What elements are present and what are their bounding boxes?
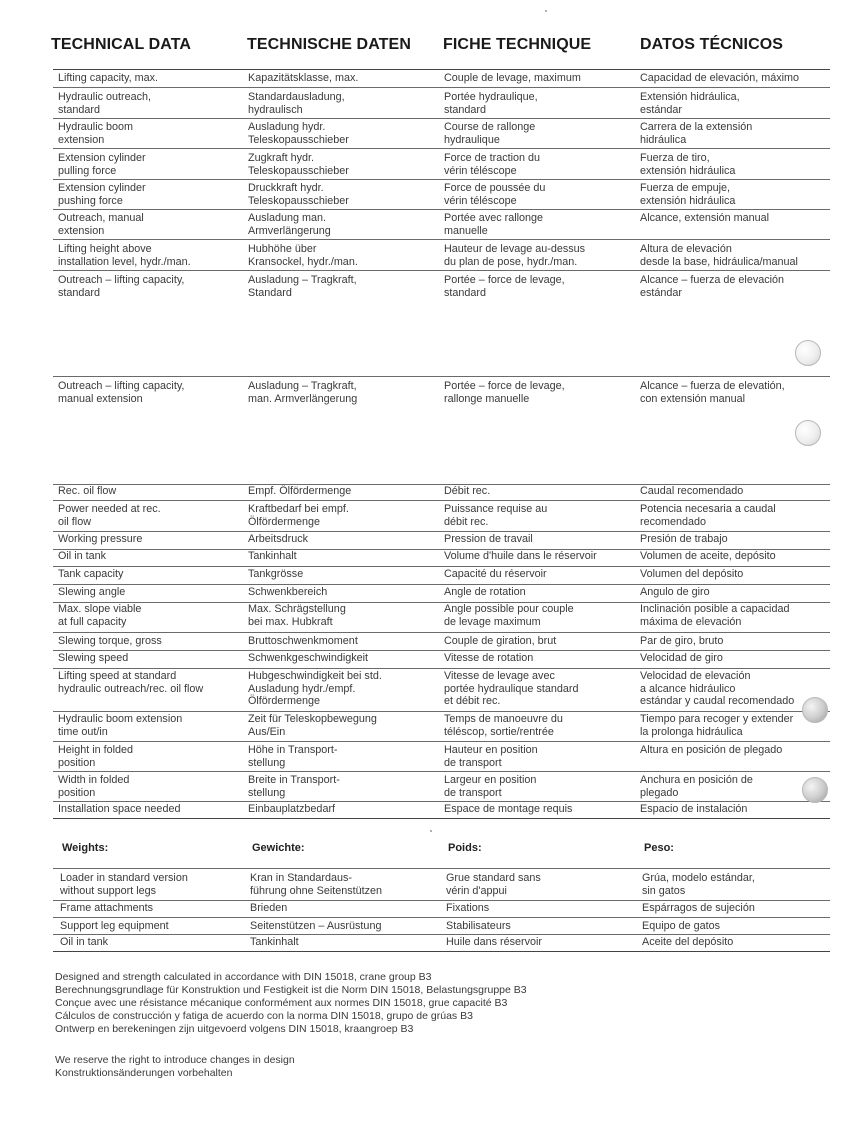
- table-cell-fr: Portée – force de levage, standard: [444, 274, 565, 299]
- weights-cell-en: Frame attachments: [60, 902, 154, 914]
- table-cell-es: Alcance – fuerza de elevación estándar: [640, 274, 785, 299]
- table-rule: [53, 239, 830, 240]
- table-cell-es: Par de giro, bruto: [640, 635, 724, 647]
- punch-hole-icon: [795, 420, 821, 446]
- table-cell-fr: Vitesse de levage avec portée hydraulique standard et débit rec.: [444, 670, 579, 707]
- table-cell-en: Lifting speed at standard hydraulic outreach/rec. oil flow: [58, 670, 204, 695]
- table-cell-es: Inclinación posible a capacidad máxima de elevación: [640, 603, 790, 628]
- table-cell-en: Installation space needed: [58, 803, 181, 815]
- footnote-de: Berechnungsgrundlage für Konstruktion und Festigkeit ist die Norm DIN 15018, Belastungsgruppe B3: [55, 984, 527, 996]
- table-cell-fr: Portée hydraulique, standard: [444, 91, 538, 116]
- table-cell-fr: Couple de giration, brut: [444, 635, 557, 647]
- punch-hole-icon: [802, 777, 828, 803]
- table-cell-fr: Temps de manoeuvre du téléscop, sortie/rentrée: [444, 713, 563, 738]
- weights-cell-fr: Huile dans réservoir: [446, 936, 543, 948]
- table-cell-fr: Vitesse de rotation: [444, 652, 534, 664]
- table-rule: [53, 584, 830, 585]
- table-cell-en: Power needed at rec. oil flow: [58, 503, 161, 528]
- table-cell-de: Kraftbedarf bei empf. Ölfördermenge: [248, 503, 349, 528]
- table-cell-es: Caudal recomendado: [640, 485, 744, 497]
- table-cell-en: Extension cylinder pulling force: [58, 152, 146, 177]
- table-cell-es: Altura de elevación desde la base, hidráulica/manual: [640, 243, 798, 268]
- table-cell-en: Slewing speed: [58, 652, 129, 664]
- table-cell-es: Velocidad de giro: [640, 652, 723, 664]
- table-cell-de: Schwenkgeschwindigkeit: [248, 652, 369, 664]
- table-rule: [53, 531, 830, 532]
- table-cell-es: Potencia necesaria a caudal recomendado: [640, 503, 776, 528]
- weights-cell-es: Espárragos de sujeción: [642, 902, 755, 914]
- table-cell-de: Einbauplatzbedarf: [248, 803, 336, 815]
- weights-cell-fr: Fixations: [446, 902, 490, 914]
- scan-speck: [430, 830, 432, 832]
- table-cell-es: Volumen del depósito: [640, 568, 744, 580]
- table-cell-de: Zeit für Teleskopbewegung Aus/Ein: [248, 713, 377, 738]
- table-rule: [53, 209, 830, 210]
- table-cell-fr: Portée – force de levage, rallonge manuelle: [444, 380, 565, 405]
- table-cell-de: Empf. Ölfördermenge: [248, 485, 352, 497]
- weights-header-en: Weights:: [62, 842, 109, 854]
- table-cell-de: Bruttoschwenkmoment: [248, 635, 358, 647]
- reserve-note-de: Konstruktionsänderungen vorbehalten: [55, 1067, 233, 1079]
- table-cell-de: Zugkraft hydr. Teleskopausschieber: [248, 152, 349, 177]
- table-cell-es: Espacio de instalación: [640, 803, 748, 815]
- table-rule: [53, 934, 830, 935]
- table-cell-fr: Espace de montage requis: [444, 803, 573, 815]
- weights-cell-es: Equipo de gatos: [642, 920, 721, 932]
- table-rule: [53, 801, 830, 802]
- table-cell-es: Angulo de giro: [640, 586, 710, 598]
- table-rule: [53, 87, 830, 88]
- table-rule: [53, 951, 830, 952]
- table-cell-es: Presión de trabajo: [640, 533, 728, 545]
- weights-cell-fr: Grue standard sans vérin d'appui: [446, 872, 541, 897]
- table-cell-fr: Hauteur de levage au-dessus du plan de pose, hydr./man.: [444, 243, 586, 268]
- table-cell-es: Alcance – fuerza de elevatión, con extensión manual: [640, 380, 785, 405]
- weights-cell-en: Support leg equipment: [60, 920, 169, 932]
- table-cell-es: Extensión hidráulica, estándar: [640, 91, 740, 116]
- weights-cell-es: Grúa, modelo estándar, sin gatos: [642, 872, 755, 897]
- header-fiche-technique: FICHE TECHNIQUE: [443, 36, 592, 53]
- table-cell-es: Anchura en posición de plegado: [640, 774, 753, 799]
- table-rule: [53, 179, 830, 180]
- table-rule: [53, 566, 830, 567]
- table-rule: [53, 818, 830, 819]
- table-cell-en: Oil in tank: [58, 550, 107, 562]
- table-cell-de: Ausladung – Tragkraft, Standard: [248, 274, 357, 299]
- table-cell-es: Volumen de aceite, depósito: [640, 550, 776, 562]
- table-cell-fr: Largeur en position de transport: [444, 774, 537, 799]
- table-rule: [53, 650, 830, 651]
- table-cell-fr: Couple de levage, maximum: [444, 72, 581, 84]
- table-cell-de: Arbeitsdruck: [248, 533, 309, 545]
- table-cell-es: Carrera de la extensión hidráulica: [640, 121, 753, 146]
- header-technische-daten: TECHNISCHE DATEN: [247, 36, 411, 53]
- table-rule: [53, 771, 830, 772]
- table-cell-fr: Volume d'huile dans le réservoir: [444, 550, 597, 562]
- table-cell-fr: Capacité du réservoir: [444, 568, 547, 580]
- table-cell-en: Hydraulic boom extension time out/in: [58, 713, 183, 738]
- table-cell-fr: Force de traction du vérin téléscope: [444, 152, 541, 177]
- table-rule: [53, 118, 830, 119]
- table-cell-de: Hubhöhe über Kransockel, hydr./man.: [248, 243, 358, 268]
- table-cell-de: Tankgrösse: [248, 568, 304, 580]
- table-cell-de: Standardausladung, hydraulisch: [248, 91, 345, 116]
- table-cell-en: Working pressure: [58, 533, 143, 545]
- table-rule: [53, 376, 830, 377]
- footnote-fr: Conçue avec une résistance mécanique conformément aux normes DIN 15018, grue capacité B3: [55, 997, 508, 1009]
- table-cell-de: Höhe in Transport- stellung: [248, 744, 338, 769]
- table-cell-fr: Hauteur en position de transport: [444, 744, 538, 769]
- weights-cell-de: Tankinhalt: [250, 936, 299, 948]
- table-cell-en: Lifting capacity, max.: [58, 72, 159, 84]
- table-rule: [53, 711, 830, 712]
- table-cell-fr: Angle possible pour couple de levage maximum: [444, 603, 574, 628]
- table-cell-de: Max. Schrägstellung bei max. Hubkraft: [248, 603, 346, 628]
- table-cell-de: Ausladung hydr. Teleskopausschieber: [248, 121, 349, 146]
- table-cell-es: Altura en posición de plegado: [640, 744, 783, 756]
- table-cell-es: Tiempo para recoger y extender la prolonga hidráulica: [640, 713, 794, 738]
- table-cell-fr: Pression de travail: [444, 533, 533, 545]
- table-cell-es: Capacidad de elevación, máximo: [640, 72, 800, 84]
- table-cell-en: Tank capacity: [58, 568, 124, 580]
- reserve-note-en: We reserve the right to introduce changes in design: [55, 1054, 295, 1066]
- table-cell-de: Druckkraft hydr. Teleskopausschieber: [248, 182, 349, 207]
- footnote-es: Cálculos de construcción y fatiga de acuerdo con la norma DIN 15018, grupo de grúas B3: [55, 1010, 473, 1022]
- table-cell-en: Width in folded position: [58, 774, 130, 799]
- table-cell-es: Alcance, extensión manual: [640, 212, 770, 224]
- table-rule: [53, 69, 830, 70]
- header-datos-tecnicos: DATOS TÉCNICOS: [640, 36, 784, 53]
- weights-header-es: Peso:: [644, 842, 674, 854]
- table-cell-fr: Course de rallonge hydraulique: [444, 121, 536, 146]
- table-rule: [53, 900, 830, 901]
- scan-speck: [545, 10, 547, 12]
- table-cell-de: Hubgeschwindigkeit bei std. Ausladung hydr./empf. Ölfördermenge: [248, 670, 382, 707]
- table-cell-en: Max. slope viable at full capacity: [58, 603, 142, 628]
- table-cell-fr: Puissance requise au débit rec.: [444, 503, 548, 528]
- table-cell-en: Slewing angle: [58, 586, 126, 598]
- weights-cell-en: Loader in standard version without support legs: [60, 872, 188, 897]
- table-cell-de: Schwenkbereich: [248, 586, 328, 598]
- table-cell-fr: Débit rec.: [444, 485, 491, 497]
- punch-hole-icon: [802, 697, 828, 723]
- weights-header-fr: Poids:: [448, 842, 482, 854]
- table-cell-en: Outreach – lifting capacity, standard: [58, 274, 185, 299]
- table-rule: [53, 917, 830, 918]
- weights-cell-en: Oil in tank: [60, 936, 109, 948]
- table-cell-de: Breite in Transport- stellung: [248, 774, 340, 799]
- weights-cell-fr: Stabilisateurs: [446, 920, 511, 932]
- table-cell-es: Fuerza de tiro, extensión hidráulica: [640, 152, 736, 177]
- footnote-nl: Ontwerp en berekeningen zijn uitgevoerd volgens DIN 15018, kraangroep B3: [55, 1023, 414, 1035]
- table-cell-en: Lifting height above installation level, hydr./man.: [58, 243, 191, 268]
- table-rule: [53, 632, 830, 633]
- table-cell-fr: Portée avec rallonge manuelle: [444, 212, 544, 237]
- weights-cell-es: Aceite del depósito: [642, 936, 734, 948]
- table-cell-de: Ausladung man. Armverlängerung: [248, 212, 331, 237]
- table-cell-es: Velocidad de elevación a alcance hidráulico estándar y caudal recomendado: [640, 670, 795, 707]
- table-rule: [53, 668, 830, 669]
- table-rule: [53, 500, 830, 501]
- table-cell-en: Height in folded position: [58, 744, 134, 769]
- table-cell-en: Rec. oil flow: [58, 485, 117, 497]
- footnote-en: Designed and strength calculated in accordance with DIN 15018, crane group B3: [55, 971, 432, 983]
- weights-cell-de: Kran in Standardaus- führung ohne Seitenstützen: [250, 872, 383, 897]
- weights-cell-de: Brieden: [250, 902, 288, 914]
- weights-header-de: Gewichte:: [252, 842, 305, 854]
- table-cell-fr: Angle de rotation: [444, 586, 526, 598]
- table-rule: [53, 741, 830, 742]
- table-cell-en: Hydraulic boom extension: [58, 121, 134, 146]
- table-cell-es: Fuerza de empuje, extensión hidráulica: [640, 182, 736, 207]
- punch-hole-icon: [795, 340, 821, 366]
- table-cell-en: Outreach, manual extension: [58, 212, 144, 237]
- table-rule: [53, 148, 830, 149]
- table-cell-de: Tankinhalt: [248, 550, 297, 562]
- table-rule: [53, 868, 830, 869]
- table-cell-de: Ausladung – Tragkraft, man. Armverlängerung: [248, 380, 358, 405]
- table-cell-en: Hydraulic outreach, standard: [58, 91, 152, 116]
- table-cell-de: Kapazitätsklasse, max.: [248, 72, 359, 84]
- table-cell-fr: Force de poussée du vérin téléscope: [444, 182, 546, 207]
- header-technical-data: TECHNICAL DATA: [51, 36, 192, 53]
- table-rule: [53, 270, 830, 271]
- table-cell-en: Slewing torque, gross: [58, 635, 162, 647]
- table-cell-en: Extension cylinder pushing force: [58, 182, 146, 207]
- weights-cell-de: Seitenstützen – Ausrüstung: [250, 920, 382, 932]
- table-cell-en: Outreach – lifting capacity, manual extension: [58, 380, 185, 405]
